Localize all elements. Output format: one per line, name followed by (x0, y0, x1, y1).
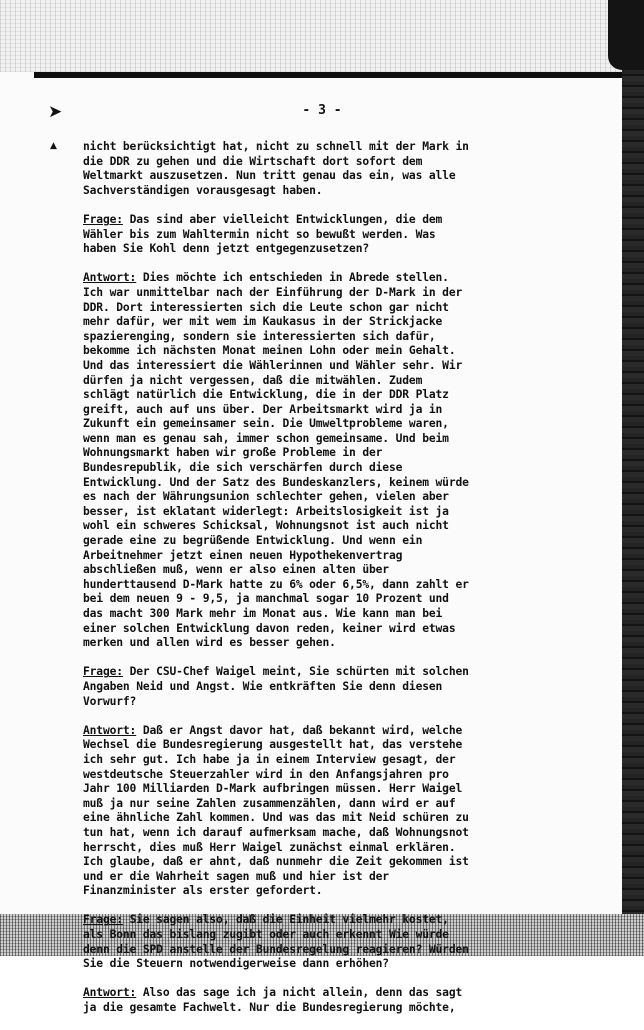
paragraph-question (83, 665, 608, 709)
scan-edge-right (622, 0, 644, 956)
paragraph-answer (83, 986, 608, 1015)
answer-text: Also das sage ich ja nicht allein, denn das sagt ja die gesamte Fachwelt. Nur die Bundesregierung möchte, (83, 986, 463, 1015)
answer-text: Dies möchte ich entschieden in Abrede stellen. Ich war unmittelbar nach der Einführung der D-Mark in der DDR. Dort interessierten sich die Leute schon gar nicht mehr dafür, wer mit wem im Kaukasus in der Strickjacke spazierenging, sondern sie interessierten sich dafür, bekomme ich nächsten Monat meinen Lohn oder mein Gehalt. Und das interessiert die Wählerinnen und Wähler sehr. Wir dürfen ja nicht vergessen, daß die mitwählen. Zudem schlägt natürlich die Entwicklung, die in der DDR Platz greift, auch auf uns über. Der Arbeitsmarkt wird ja in Zukunft ein gemeinsamer sein. Die Umweltprobleme waren, wenn man es genau sah, immer schon gemeinsame. Und beim Wohnungsmarkt haben wir große Probleme in der Bundesrepublik, die sich verschärfen durch diese Entwicklung. Und der Satz des Bundeskanzlers, keinem würde es nach der Währungsunion schlechter gehen, vielen aber besser, ist eklatant widerlegt: Arbeitslosigkeit ist ja wohl ein schweres Schicksal, Wohnungsnot ist auch nicht gerade eine zu begrüßende Entwicklung. Und wenn ein Arbeitnehmer jetzt einen neuen Hypothekenvertrag abschließen muß, wenn er also einen alten über hunderttausend D-Mark hatte zu 6% oder 6,5%, dann zahlt er bei dem neuen 9 - 9,5, ja manchmal sogar 10 Prozent und das macht 300 Mark mehr im Monat aus. Wie kann man bei einer solchen Entwicklung davon reden, keiner wird etwas merken und allen wird es besser gehen. (83, 271, 469, 650)
paragraph-question (83, 913, 608, 971)
page-top-edge (34, 72, 644, 78)
question-label: Frage: (83, 665, 123, 679)
question-text: Sie sagen also, daß die Einheit vielmehr kostet, als Bonn das bislang zugibt oder auch erkennt Wie würde denn die SPD anstelle der Bundesregelung reagieren? Würden Sie die Steuern notwendigerweise dann erhöhen? (83, 913, 469, 971)
margin-triangle-mark: ▲ (50, 141, 57, 151)
question-text: Der CSU-Chef Waigel meint, Sie schürten mit solchen Angaben Neid und Angst. Wie entkräften Sie denn diesen Vorwurf? (83, 665, 469, 708)
answer-label: Antwort: (83, 723, 137, 737)
page-number: - 3 - (302, 103, 342, 118)
scan-blot (608, 0, 644, 70)
answer-label: Antwort: (83, 986, 137, 1000)
answer-label: Antwort: (83, 271, 137, 285)
question-text: Das sind aber vielleicht Entwicklungen, die dem Wähler bis zum Wahltermin nicht so bewußt werden. Was haben Sie Kohl denn jetzt entgegenzusetzen? (83, 212, 443, 256)
paragraph-answer (83, 271, 608, 650)
answer-text: Daß er Angst davor hat, daß bekannt wird, welche Wechsel die Bundesregierung ausgestellt hat, das verstehe ich sehr gut. Ich habe ja in einem Interview gesagt, der westdeutsche Steuerzahler wird in den Anfangsjahren pro Jahr 100 Milliarden D-Mark aufbringen müssen. Herr Waigel muß ja nur seine Zahlen zusammenzählen, dann wird er auf eine ähnliche Zahl kommen. Und was das mit Neid schüren zu tun hat, wenn ich darauf aufmerksam mache, daß Wohnungsnot herrscht, dies muß Herr Waigel zunächst einmal erklären. Ich glaube, daß er ahnt, daß nunmehr die Zeit gekommen ist und er die Wahrheit sagen muß und hier ist der Finanzminister als erster gefordert. (83, 723, 469, 898)
document-body (83, 140, 608, 1030)
paragraph-continuation (83, 140, 608, 198)
question-label: Frage: (83, 913, 123, 927)
margin-arrow-mark: ➤ (48, 102, 63, 122)
paragraph-text: nicht berücksichtigt hat, nicht zu schnell mit der Mark in die DDR zu gehen und die Wirtschaft dort sofort dem Weltmarkt auszusetzen. Nun tritt genau das ein, was alle Sachverständigen vorausgesagt haben. (83, 140, 469, 197)
scan-noise-top (0, 0, 644, 72)
paragraph-question (83, 213, 608, 257)
question-label: Frage: (83, 212, 123, 226)
paragraph-answer (83, 724, 608, 899)
